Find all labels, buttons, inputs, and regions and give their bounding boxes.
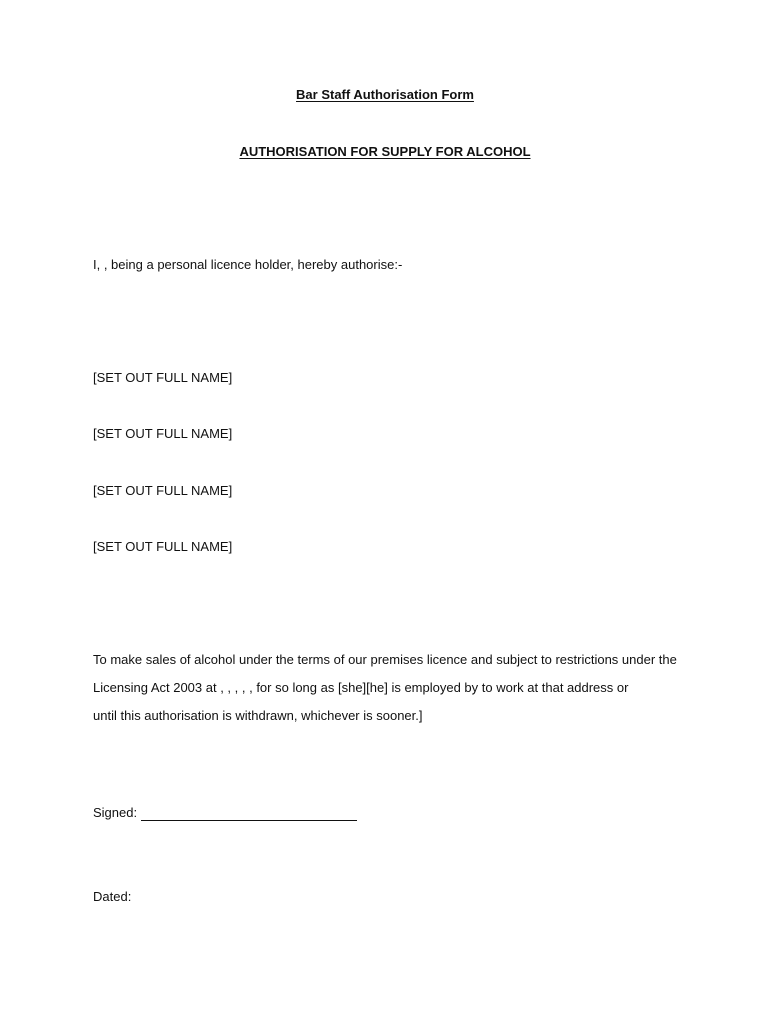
full-name-placeholder: [SET OUT FULL NAME] <box>93 483 233 498</box>
terms-line-3: until this authorisation is withdrawn, whichever is sooner.] <box>93 708 423 723</box>
full-name-placeholder: [SET OUT FULL NAME] <box>93 539 233 554</box>
intro-statement: I, , being a personal licence holder, hereby authorise:- <box>93 257 403 272</box>
terms-line-2: Licensing Act 2003 at , , , , , for so long as [she][he] is employed by to work at that address or <box>93 680 629 695</box>
form-title: Bar Staff Authorisation Form <box>296 87 474 102</box>
signed-row <box>93 805 357 821</box>
full-name-placeholder: [SET OUT FULL NAME] <box>93 426 233 441</box>
signed-label: Signed: <box>93 805 138 820</box>
full-name-placeholder: [SET OUT FULL NAME] <box>93 370 233 385</box>
terms-line-1: To make sales of alcohol under the terms of our premises licence and subject to restrictions under the <box>93 652 677 667</box>
form-subtitle: AUTHORISATION FOR SUPPLY FOR ALCOHOL <box>239 144 531 159</box>
dated-label: Dated: <box>93 889 132 904</box>
signature-line[interactable] <box>141 806 357 821</box>
